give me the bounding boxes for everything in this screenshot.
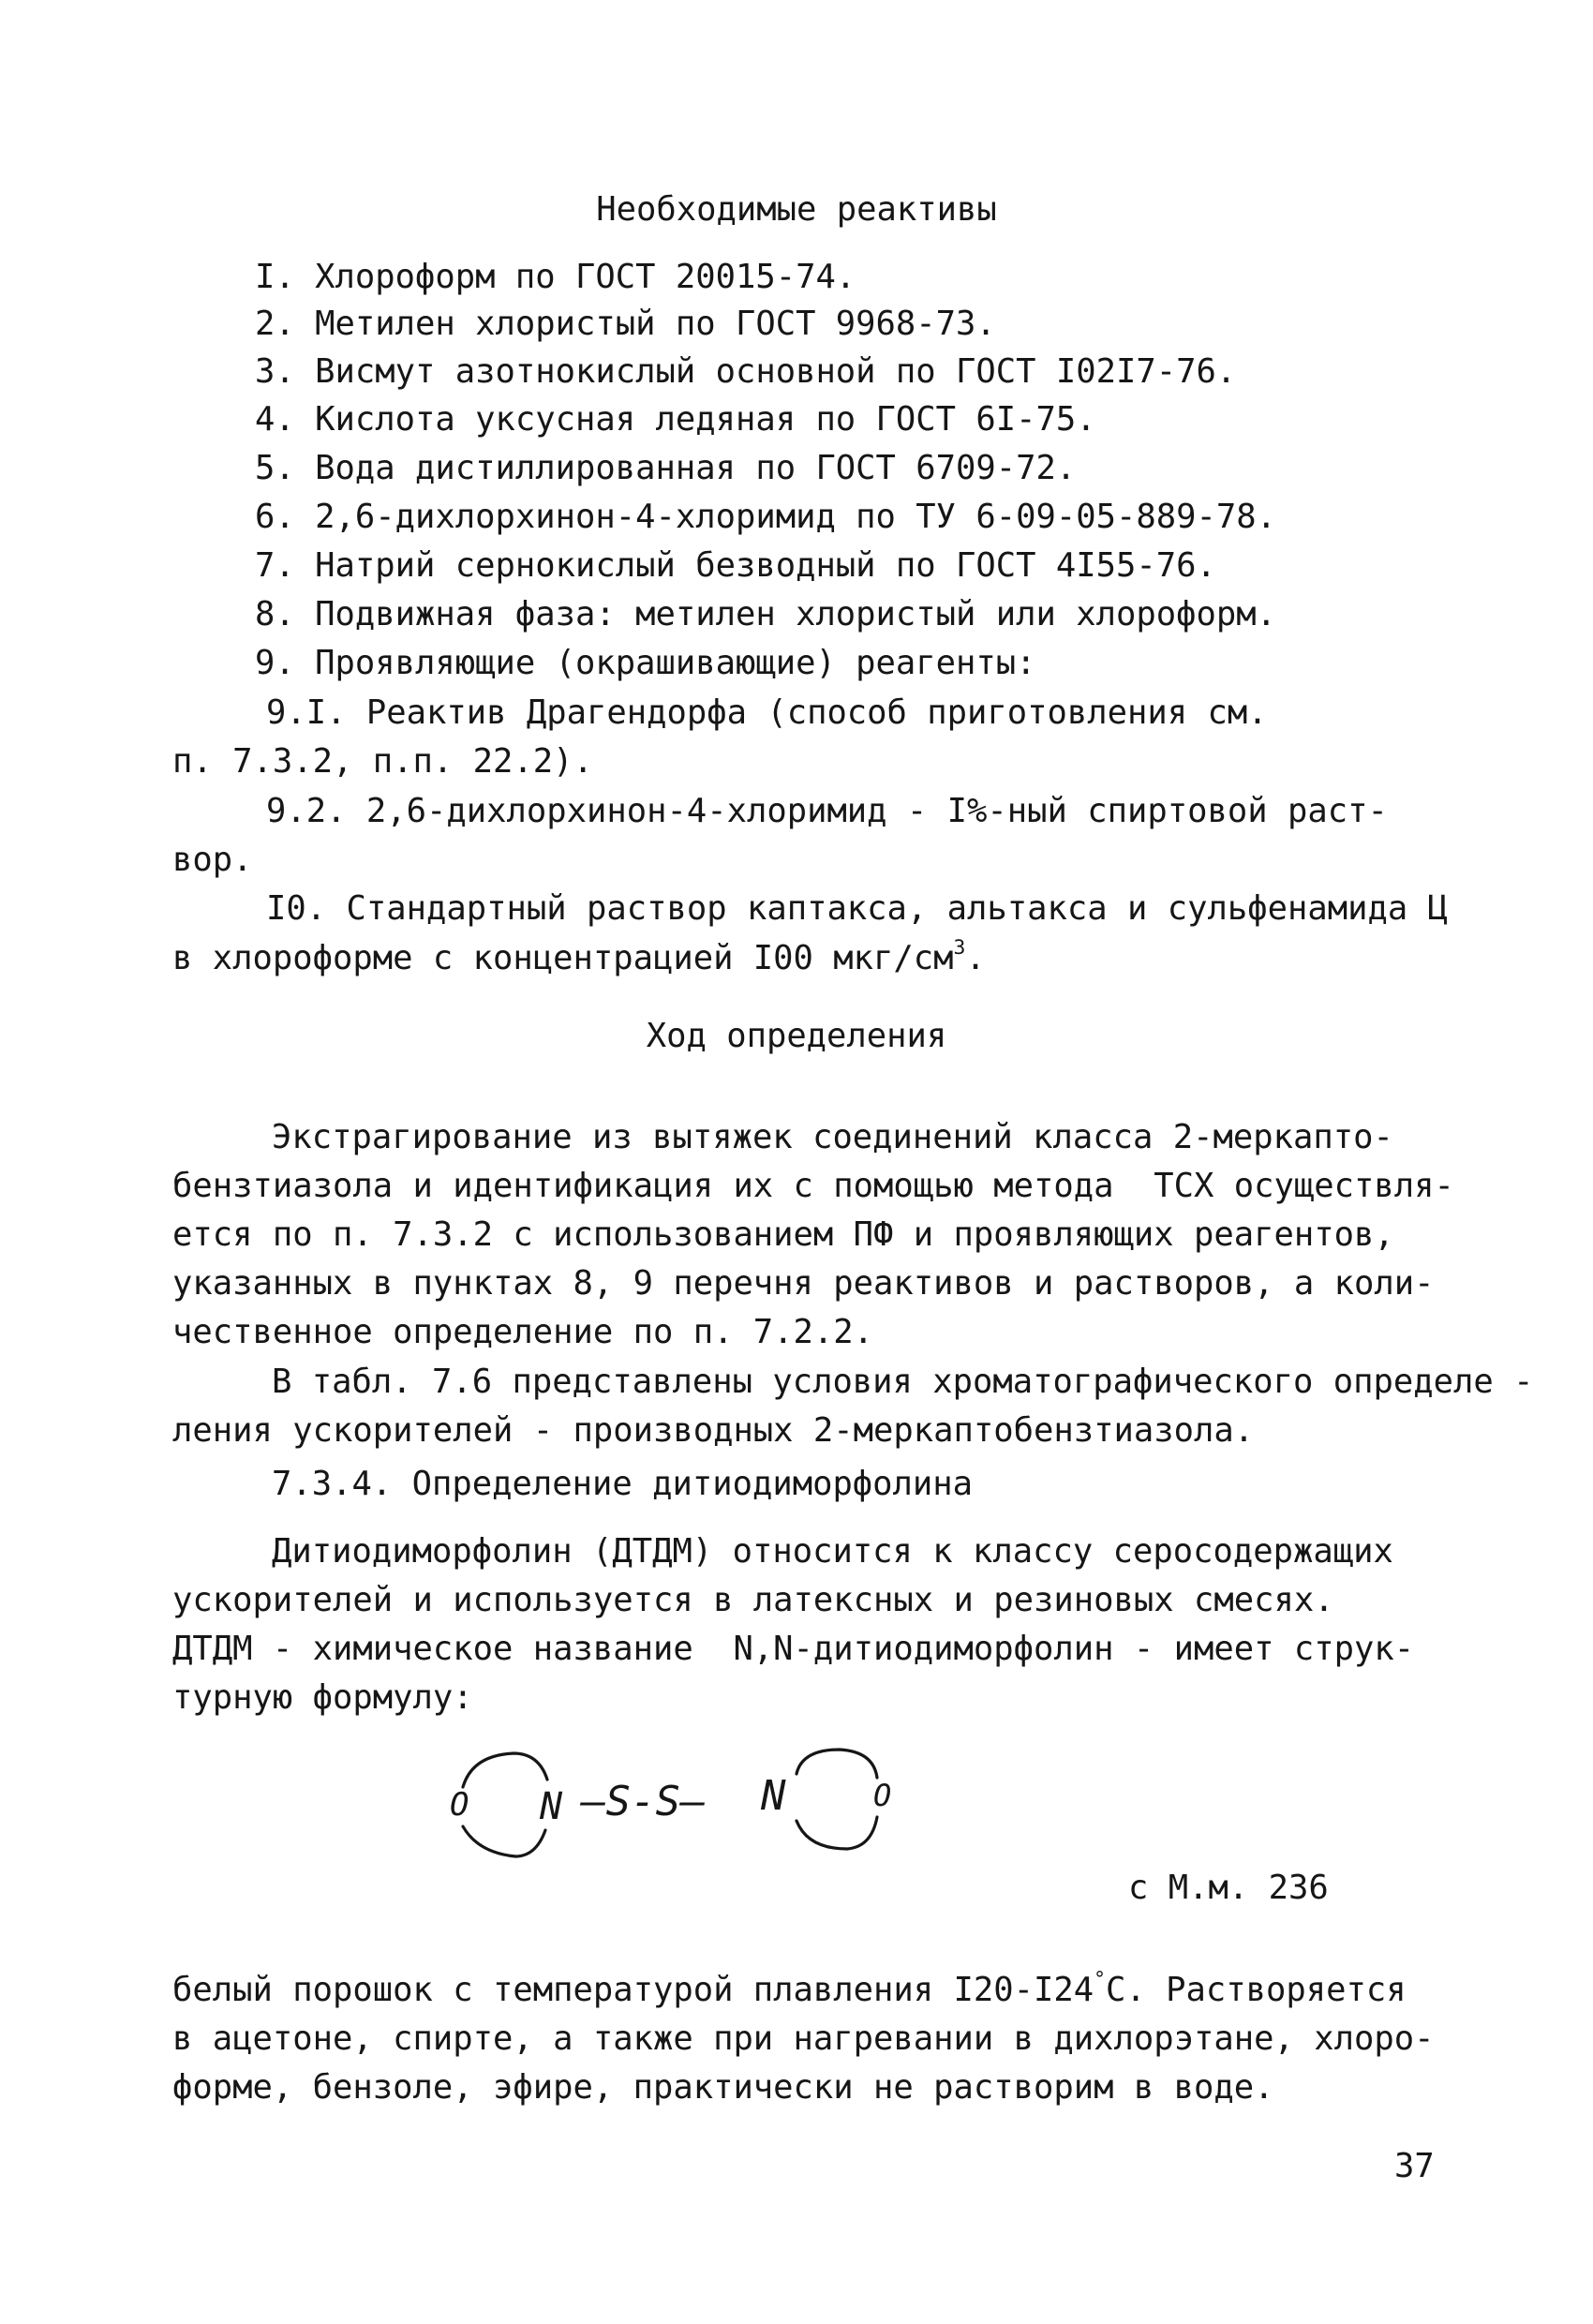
reagent-item-text: . <box>965 939 986 977</box>
paragraph-text: С. Растворяется <box>1105 1971 1407 2009</box>
right-nitrogen: N <box>761 1772 786 1820</box>
paragraph-line: ускорителей и используется в латексных и резиновых смесях. <box>172 1581 1334 1619</box>
reagent-item: 9. Проявляющие (окрашивающие) реагенты: <box>255 644 1036 682</box>
reagent-subitem: 9.I. Реактив Драгендорфа (способ приготовления см. <box>266 693 1268 732</box>
paragraph-line: указанных в пунктах 8, 9 перечня реактивов и растворов, а коли- <box>172 1264 1435 1303</box>
reagent-item: 8. Подвижная фаза: метилен хлористый или хлороформ. <box>255 595 1277 633</box>
reagent-item-text: в хлороформе с концентрацией I00 мкг/см <box>172 939 954 977</box>
reagent-item: 5. Вода дистиллированная по ГОСТ 6709-72. <box>255 449 1077 487</box>
reagent-item: I. Хлороформ по ГОСТ 20015-74. <box>255 258 856 296</box>
left-ring-bottom <box>463 1826 545 1856</box>
structural-formula <box>440 1738 909 1879</box>
reagent-item: 2. Метилен хлористый по ГОСТ 9968-73. <box>255 305 996 343</box>
reagent-item: 4. Кислота уксусная ледяная по ГОСТ 6I-75. <box>255 400 1096 439</box>
procedure-heading: Ход определения <box>646 1017 947 1055</box>
superscript: 3 <box>953 936 966 961</box>
reagent-item: 6. 2,6-дихлорхинон-4-хлоримид по ТУ 6-09-05-889-78. <box>255 498 1277 536</box>
paragraph-line: В табл. 7.6 представлены условия хроматографического определе - <box>272 1363 1534 1401</box>
paragraph-line: ДТДМ - химическое название N,N-дитиодиморфолин - имеет струк- <box>172 1630 1415 1668</box>
paragraph-line: чественное определение по п. 7.2.2. <box>172 1313 874 1351</box>
paragraph-line: ления ускорителей - производных 2-меркаптобензтиазола. <box>172 1411 1255 1450</box>
paragraph-line: в ацетоне, спирте, а также при нагревании в дихлорэтане, хлоро- <box>172 2019 1435 2058</box>
paragraph-line: бензтиазола и идентификация их с помощью метода ТСХ осуществля- <box>172 1167 1454 1205</box>
section-title: 7.3.4. Определение дитиодиморфолина <box>272 1465 974 1503</box>
molar-mass: с М.м. 236 <box>1128 1869 1329 1907</box>
paragraph-line: Экстрагирование из вытяжек соединений класса 2-меркапто- <box>272 1118 1393 1156</box>
degree-sign: ° <box>1094 1968 1106 1992</box>
left-ring-top <box>463 1753 547 1787</box>
reagent-item: I0. Стандартный раствор каптакса, альтакса и сульфенамида Ц <box>266 889 1448 928</box>
paragraph-line: турную формулу: <box>172 1678 473 1717</box>
right-ring-bottom <box>796 1817 877 1849</box>
page-number: 37 <box>1394 2147 1435 2185</box>
reagent-item <box>172 934 986 982</box>
paragraph-line: ется по п. 7.3.2 с использованием ПФ и проявляющих реагентов, <box>172 1215 1394 1254</box>
paragraph-text: белый порошок с температурой плавления I20-I24 <box>172 1971 1094 2009</box>
right-ring-top <box>796 1750 877 1778</box>
reagent-subitem: п. 7.3.2, п.п. 22.2). <box>172 742 593 781</box>
left-nitrogen: N <box>540 1785 563 1828</box>
reagent-item: 7. Натрий сернокислый безводный по ГОСТ 4I55-76. <box>255 546 1216 585</box>
reagents-heading: Необходимые реактивы <box>596 190 997 229</box>
paragraph-line <box>172 1966 1407 2014</box>
disulfide-linker: —S-S— <box>581 1778 706 1825</box>
right-oxygen: O <box>873 1778 892 1813</box>
left-oxygen: O <box>450 1786 469 1824</box>
reagent-item: 3. Висмут азотнокислый основной по ГОСТ I02I7-76. <box>255 352 1237 391</box>
paragraph-line: форме, бензоле, эфире, практически не растворим в воде. <box>172 2068 1274 2107</box>
reagent-subitem: вор. <box>172 841 253 879</box>
reagent-subitem: 9.2. 2,6-дихлорхинон-4-хлоримид - I%-ный спиртовой раст- <box>266 792 1388 830</box>
paragraph-line: Дитиодиморфолин (ДТДМ) относится к классу серосодержащих <box>272 1532 1393 1571</box>
